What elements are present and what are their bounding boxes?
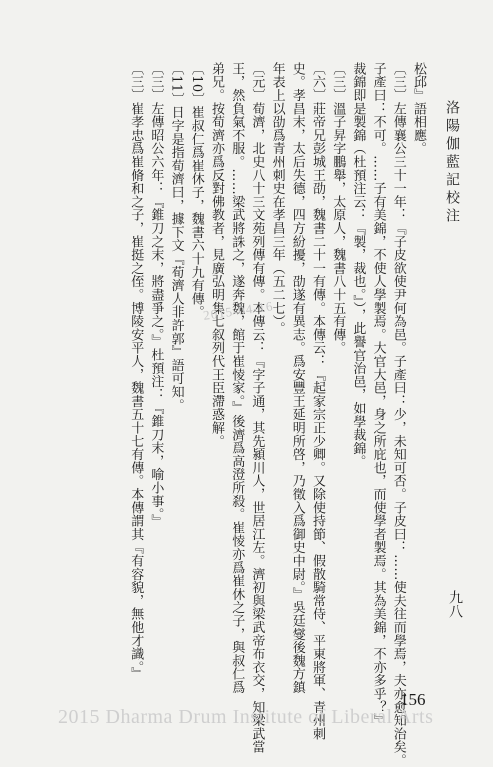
text-column: 弟兄。按荀濟亦爲反對佛教者，見廣弘明集七叙列代王臣滯惑解。 [209,62,224,448]
text-column: 〔三〕左傳襄公三十一年：『子皮欲使尹何為邑。子產曰：少，未知可否。子皮曰：……使夫往而學焉，夫亦愈知治矣。 [390,62,406,767]
running-title: 洛陽伽藍記校注 [444,100,460,226]
page-number: 156 [400,690,426,709]
text-column: 〔元〕荀濟，北史八十三文苑列傳有傳。本傳云：『字子通，其先潁川人，世居江左。濟初與梁武帝布衣交，知梁武當 [249,62,265,754]
text-column: 〔三〕左傳昭公六年：『錐刀之末，將盡爭之。』杜預注：『錐刀末，喻小事。』 [148,62,164,528]
text-column: 松邱』語相應。 [411,62,426,156]
chinese-page-number: 九八 [447,590,463,618]
institute-watermark: 2015 Dharma Drum Institute of Liberal Arts [58,706,434,728]
text-column: 子產曰：不可。……子有美錦，不使人學製焉。大官大邑，身之所庇也，而使學者製焉。其為美錦，不亦多乎？』 [370,62,386,727]
text-column: 〔六〕莊帝兄彭城王劭，魏書二十一有傳。本傳云：『起家宗正少卿。又除使持節、假散騎常侍、平東將軍、青州刺 [310,62,325,741]
text-column: 〔11〕日字是指荀濟曰，據下文『荀濟人非許郭』語可知。 [168,62,184,412]
text-column: 史。孝昌末，太后失德，四方紛擾，劭遂有異志。爲安豐王延明所啓，乃徵入爲御史中尉。』吳廷燮後魏方鎮 [289,62,305,694]
text-column: 裁錦即是製錦（杜預注云：『製，裁也。』），此譽官治邑，如學裁錦。 [350,62,366,469]
text-column: 年表上以劭爲青州刺史在孝昌三年（五二七）。 [269,62,285,335]
text-column: 〔三〕崔孝忠爲崔脩和之子，崔挺之侄。博陵安平人，魏書五十七有傳。本傳謂其『有容貌，無他才識。』 [128,62,144,681]
date-watermark: 2015-04-16 [202,298,275,323]
text-column: 〔三〕溫子昇字鵬舉，太原人，魏書八十五有傳。 [330,62,346,355]
text-column: 〔10〕崔叔仁爲崔休子，魏書六十九有傳。 [188,62,204,319]
text-column: 王，然負氣不服。……梁武將誅之，遂奔魏，館于崔㥄家。』後濟爲高澄所殺。崔㥄亦爲崔休之子，與叔仁爲 [229,62,245,694]
